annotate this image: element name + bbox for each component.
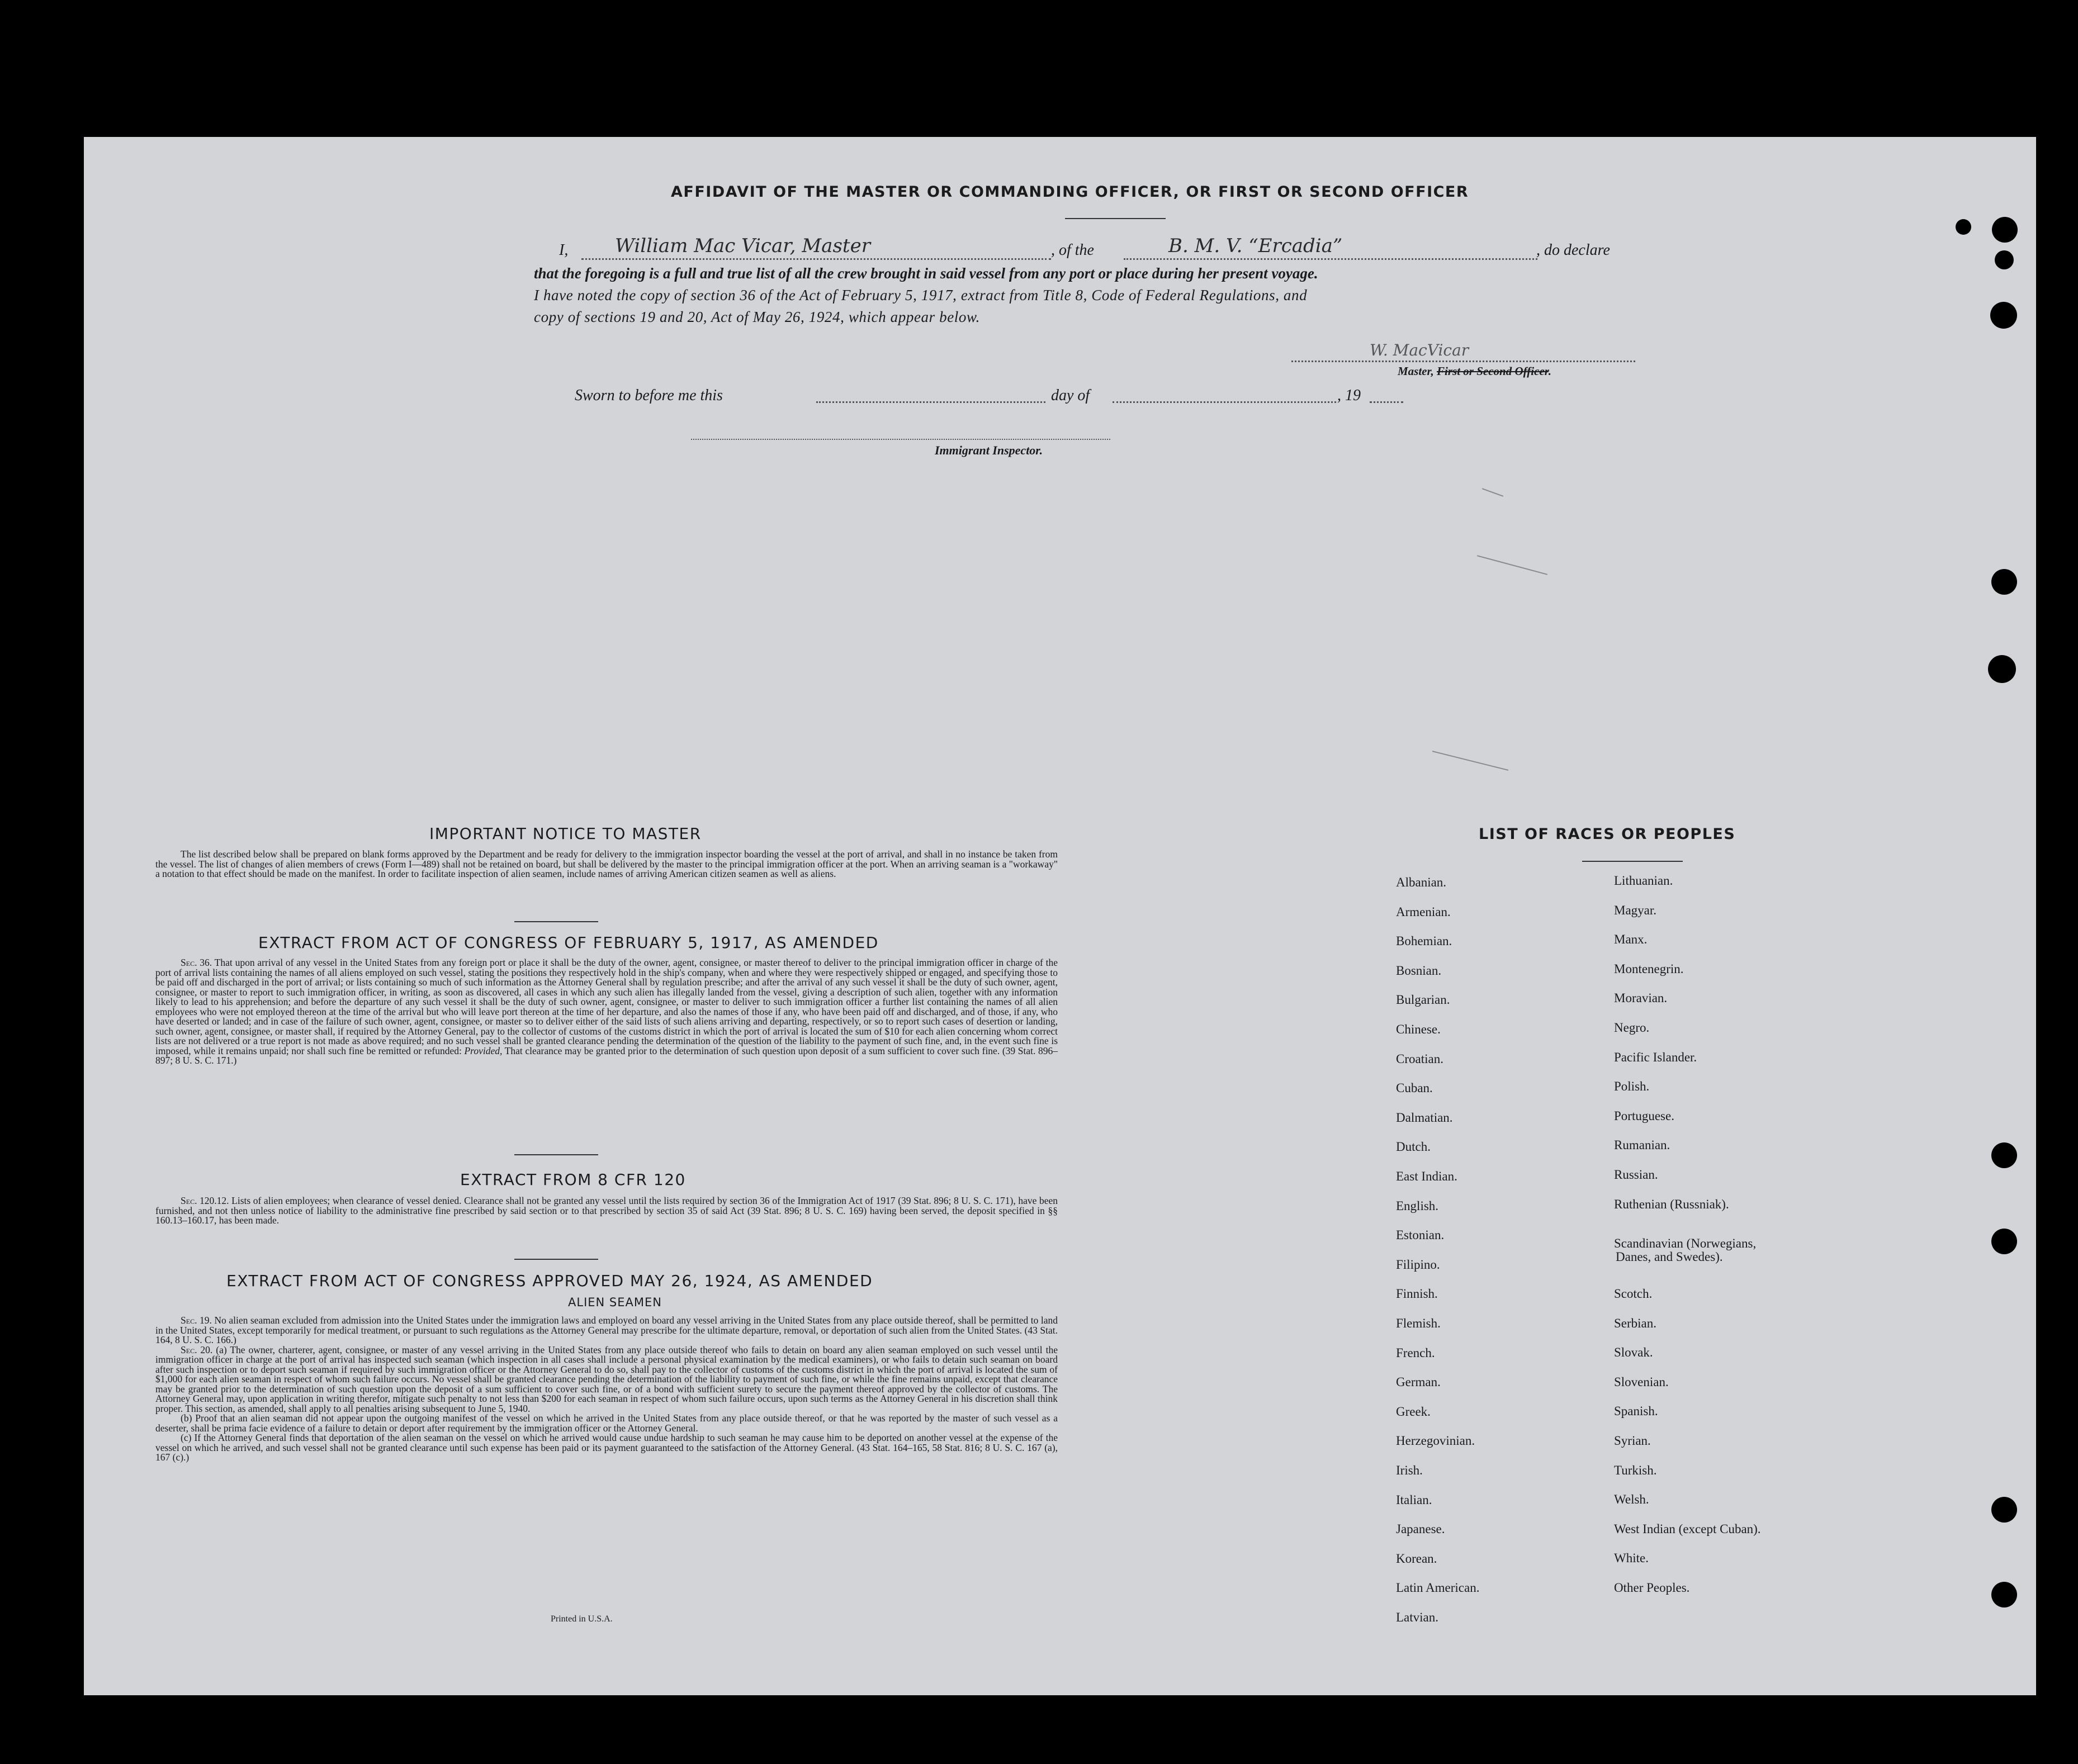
punch-hole: [1990, 302, 2017, 329]
vessel-name-handwritten: B. M. V. “Ercadia”: [1168, 235, 1343, 257]
race-item: Montenegrin.: [1614, 961, 1684, 976]
sec36-text: That upon arrival of any vessel in the United States from any foreign port or place it shall be the duty of the owner, agent, consignee, or master thereof to deliver to the principal immigration officer in charge of the port of arrival lists containing the names of all aliens employed on such vessel, stating the positions they respectively hold in the ship's company, when and where they were respectively shipped or engaged, and specifying those to be paid off and discharged in the port of arrival; or lists containing so much of such information as the Attorney General shall by regulation prescribe; and after the arrival of any such vessel it shall be the duty of such owner, agent, consignee, or master to report to such immigration officer, in writing, as soon as discovered, all cases in which any such alien has illegally landed from the vessel, giving a description of such alien, together with any information likely to lead to his apprehension; and before the departure of any such vessel it shall be the duty of such owner, agent, consignee, or master to deliver to such immigration officer a further list containing the names of all alien employees who were not employed thereon at the time of the arrival but who will leave port thereon at the time of her departure, and also the names of those if any, who have been paid off and discharged, and of those, if any, who have deserted or landed; and in case of the failure of such owner, agent, consignee, or master so to deliver either of the said lists of such aliens arriving and departing, respectively, or so to report such cases of desertion or landing, such owner, agent, consignee, or master shall, if required by the Attorney General, pay to the collector of customs of the customs district in which the port of arrival is located the sum of $10 for each alien concerning whom correct lists are not delivered or a true report is not made as above required; and no such vessel shall be granted clearance pending the determination of the question of the liability to the payment of such fine, and, in the event such fine is imposed, while it remains unpaid; nor shall such fine be remitted or refunded:: [155, 957, 1058, 1056]
sworn-date-line: [816, 401, 1045, 403]
race-item: Rumanian.: [1614, 1138, 1670, 1153]
extract-cfr-rule: [514, 1259, 598, 1260]
race-item: Italian.: [1396, 1492, 1432, 1507]
race-item: Bohemian.: [1396, 934, 1452, 949]
race-item: Filipino.: [1396, 1257, 1440, 1272]
day-of-text: day of: [1051, 387, 1090, 404]
sec36-text-end: That clearance may be granted prior to the determination of such question upon deposit of a sum sufficient to cover such fine. (39 Stat. 896–897; 8 U. S. C. 171.): [155, 1045, 1058, 1066]
sec36-paragraph: [155, 958, 1058, 1066]
sworn-text: Sworn to before me this: [575, 387, 723, 404]
sec120-text: Lists of alien employees; when clearance of vessel denied. Clearance shall not be granted any vessel until the lists required by section 36 of the Immigration Act of 1917 (39 Stat. 896; 8 U. S. C. 171), have been furnished, and not then unless notice of liability to the administrative fine prescribed by said section or to that prescribed by section 35 of said Act (39 Stat. 896; 8 U. S. C. 169) having been served, the deposit specified in §§ 160.13–160.17, has been made.: [155, 1195, 1058, 1226]
sec19-paragraph: [155, 1316, 1058, 1345]
sec120-label: Sec. 120.12.: [181, 1195, 229, 1206]
race-item: Negro.: [1614, 1021, 1650, 1035]
punch-hole: [1988, 655, 2016, 683]
caption-struck: First or Second Officer: [1437, 364, 1549, 378]
race-item: Korean.: [1396, 1551, 1437, 1566]
punch-hole: [1991, 1142, 2017, 1168]
year-prefix-text: , 19: [1337, 387, 1361, 404]
race-item: Dalmatian.: [1396, 1110, 1453, 1125]
caption-master: Master,: [1398, 364, 1434, 378]
race-item: Polish.: [1614, 1079, 1650, 1094]
name-field-line: [581, 258, 1051, 260]
race-item: Armenian.: [1396, 904, 1451, 919]
race-item: Ruthenian (Russniak).: [1614, 1197, 1729, 1211]
sec20a-paragraph: [155, 1345, 1058, 1414]
master-name-handwritten: William Mac Vicar, Master: [615, 235, 870, 257]
extract-1917-text: [155, 958, 1058, 1066]
race-item: Spanish.: [1614, 1404, 1658, 1419]
punch-hole: [1991, 1582, 2017, 1607]
of-the-text: , of the: [1051, 241, 1094, 259]
race-item: Magyar.: [1614, 903, 1657, 917]
sworn-month-line: [1113, 401, 1336, 403]
races-title: LIST OF RACES OR PEOPLES: [1479, 826, 1736, 843]
race-item: Chinese.: [1396, 1022, 1441, 1036]
extract-1924-title: EXTRACT FROM ACT OF CONGRESS APPROVED MAY 26, 1924, AS AMENDED: [226, 1272, 873, 1290]
race-item: Pacific Islander.: [1614, 1050, 1697, 1064]
extract-1917-rule: [514, 1154, 598, 1155]
race-item: Bosnian.: [1396, 963, 1442, 978]
sec20a-text: (a) The owner, charterer, agent, consignee, or master of any vessel arriving in the United States from any place outside thereof who fails to detain on board any alien seaman employed on such vessel until the immigration officer in charge at the port of arrival has inspected such seaman (which inspection in all cases shall include a personal physical examination by the medical examiners), or who fails to detain such seaman on board after such inspection or to deport such seaman if required by such immigration officer or the Attorney General to do so, shall pay to the collector of customs of the customs district in which the port of arrival is located the sum of $1,000 for each alien seaman in respect of whom such failure occurs. No vessel shall be granted clearance pending the determination of the liability to payment of such fine, or while the fine remains unpaid, except that clearance may be granted prior to the determination of such question upon the deposit of a sum sufficient to cover such fine, or of a bond with sufficient surety to secure the payment thereof approved by the collector of customs. The Attorney General may, upon application in writing therefor, mitigate such penalty to not less than $200 for each seaman in respect of whom such failure occurs, upon such terms as the Attorney General in his discretion shall think proper. This section, as amended, shall apply to all penalties arising subsequent to June 5, 1940.: [155, 1344, 1058, 1414]
race-item: White.: [1614, 1551, 1649, 1566]
race-item: Lithuanian.: [1614, 874, 1673, 888]
race-item: West Indian (except Cuban).: [1614, 1521, 1761, 1536]
race-item: French.: [1396, 1345, 1435, 1360]
extract-1924-text: [155, 1316, 1058, 1463]
race-item: Herzegovinian.: [1396, 1434, 1475, 1448]
punch-hole: [1992, 217, 2018, 243]
vessel-field-line: [1124, 258, 1537, 260]
punch-hole: [1991, 1497, 2017, 1523]
race-item: Scandinavian (Norwegians,: [1614, 1236, 1757, 1250]
sec19-text: No alien seaman excluded from admission into the United States under the immigration laws and employed on board any vessel arriving in the United States from any place outside thereof, shall be permitted to land in the United States, except temporarily for medical treatment, or pursuant to such regulations as the Attorney General may prescribe for the ultimate departure, removal, or deportation of such alien from the United States. (43 Stat. 164, 8 U. S. C. 166.): [155, 1315, 1058, 1345]
race-item: German.: [1396, 1375, 1441, 1390]
extract-cfr-title: EXTRACT FROM 8 CFR 120: [460, 1170, 686, 1189]
punch-hole: [1991, 1229, 2017, 1254]
race-item: Latin American.: [1396, 1581, 1480, 1595]
race-item: English.: [1396, 1198, 1439, 1213]
notice-rule: [514, 921, 598, 922]
race-item: Bulgarian.: [1396, 993, 1450, 1007]
signature-caption: [1398, 364, 1551, 378]
race-item: Finnish.: [1396, 1287, 1438, 1301]
race-item: Russian.: [1614, 1168, 1658, 1182]
race-item: Dutch.: [1396, 1140, 1431, 1154]
affidavit-title-rule: [1065, 218, 1166, 219]
notice-paragraph: The list described below shall be prepared on blank forms approved by the Department and be ready for delivery to the immigration inspector boarding the vessel at the port of arrival, and shall in no instance be taken from the vessel. The list of changes of alien members of crews (Form I—489) shall not be retained on board, but shall be delivered by the master to the principal immigration officer at the port. When an arriving seaman is a "workaway" a notation to that effect should be made on the manifest. In order to facilitate inspection of alien seamen, include names of arriving American citizen seamen as well as aliens.: [155, 848, 1058, 879]
sec19-label: Sec. 19.: [181, 1315, 212, 1326]
affidavit-line2: that the foregoing is a full and true list of all the crew brought in said vessel from any port or place during her present voyage.: [534, 265, 1318, 282]
race-item: Croatian.: [1396, 1051, 1443, 1066]
race-item: Scotch.: [1614, 1287, 1653, 1301]
sec36-label: Sec. 36.: [181, 957, 212, 968]
affidavit-line3: I have noted the copy of section 36 of the Act of February 5, 1917, extract from Title 8, Code of Federal Regulations, and: [534, 287, 1308, 304]
do-declare-text: , do declare: [1536, 241, 1610, 259]
sec20-label: Sec. 20.: [181, 1344, 213, 1355]
race-item: Albanian.: [1396, 875, 1447, 889]
affidavit-line4: copy of sections 19 and 20, Act of May 26, 1924, which appear below.: [534, 309, 980, 325]
sworn-year-line: [1370, 401, 1403, 403]
race-item: Estonian.: [1396, 1228, 1445, 1243]
inspector-caption: Immigrant Inspector.: [935, 443, 1043, 457]
affidavit-title: AFFIDAVIT OF THE MASTER OR COMMANDING OFFICER, OR FIRST OR SECOND OFFICER: [671, 183, 1469, 201]
race-item: Latvian.: [1396, 1610, 1438, 1624]
punch-hole: [1956, 219, 1971, 235]
race-item: Japanese.: [1396, 1522, 1445, 1537]
punch-hole: [1991, 569, 2017, 595]
race-item: Manx.: [1614, 932, 1648, 947]
race-item: Moravian.: [1614, 991, 1668, 1006]
race-item: Syrian.: [1614, 1434, 1651, 1448]
sec20b-paragraph: (b) Proof that an alien seaman did not appear upon the outgoing manifest of the vessel on which he arrived in the United States from any place outside thereof, or that he was reported by the master of such vessel as a deserter, shall be prima facie evidence of a failure to detain or deport after requirement by the immigration officer or the Attorney General.: [155, 1412, 1058, 1434]
races-title-rule: [1582, 861, 1683, 862]
race-item: Slovak.: [1614, 1345, 1653, 1360]
race-item: Other Peoples.: [1614, 1581, 1690, 1595]
notice-title: IMPORTANT NOTICE TO MASTER: [429, 824, 702, 843]
sec20c-paragraph: (c) If the Attorney General finds that deportation of the alien seaman on the vessel on which he arrived would cause undue hardship to such seaman he may cause him to be deported on another vessel at the expense of the vessel on which he arrived, and such vessel shall not be granted clearance until such expense has been paid or its payment guaranteed to the satisfaction of the Attorney General. (43 Stat. 164–165, 58 Stat. 816; 8 U. S. C. 167 (a), 167 (c).): [155, 1432, 1058, 1463]
alien-seamen-subtitle: ALIEN SEAMEN: [568, 1296, 662, 1309]
inspector-signature-line: [691, 439, 1110, 440]
race-item: Flemish.: [1396, 1316, 1441, 1330]
race-item: Turkish.: [1614, 1463, 1657, 1477]
race-item: Serbian.: [1614, 1316, 1657, 1330]
extract-1917-title: EXTRACT FROM ACT OF CONGRESS OF FEBRUARY 5, 1917, AS AMENDED: [258, 933, 879, 952]
sec120-paragraph: [155, 1196, 1058, 1226]
signature-line: [1291, 361, 1635, 362]
race-item: Portuguese.: [1614, 1108, 1674, 1123]
sec36-provided: Provided,: [464, 1045, 503, 1056]
punch-hole: [1995, 250, 2014, 269]
affidavit-i: I,: [559, 241, 569, 259]
affidavit-line1: [559, 241, 568, 259]
printed-in-usa: Printed in U.S.A.: [551, 1614, 613, 1624]
race-item: Cuban.: [1396, 1081, 1433, 1096]
race-item: Greek.: [1396, 1404, 1431, 1419]
race-item: Danes, and Swedes).: [1616, 1250, 1723, 1264]
race-item: Irish.: [1396, 1463, 1423, 1477]
notice-text: [155, 850, 1058, 879]
master-signature: W. MacVicar: [1370, 341, 1469, 359]
extract-cfr-text: [155, 1196, 1058, 1226]
race-item: Welsh.: [1614, 1492, 1649, 1507]
caption-period: .: [1548, 364, 1551, 378]
race-item: Slovenian.: [1614, 1374, 1669, 1389]
race-item: East Indian.: [1396, 1169, 1457, 1183]
